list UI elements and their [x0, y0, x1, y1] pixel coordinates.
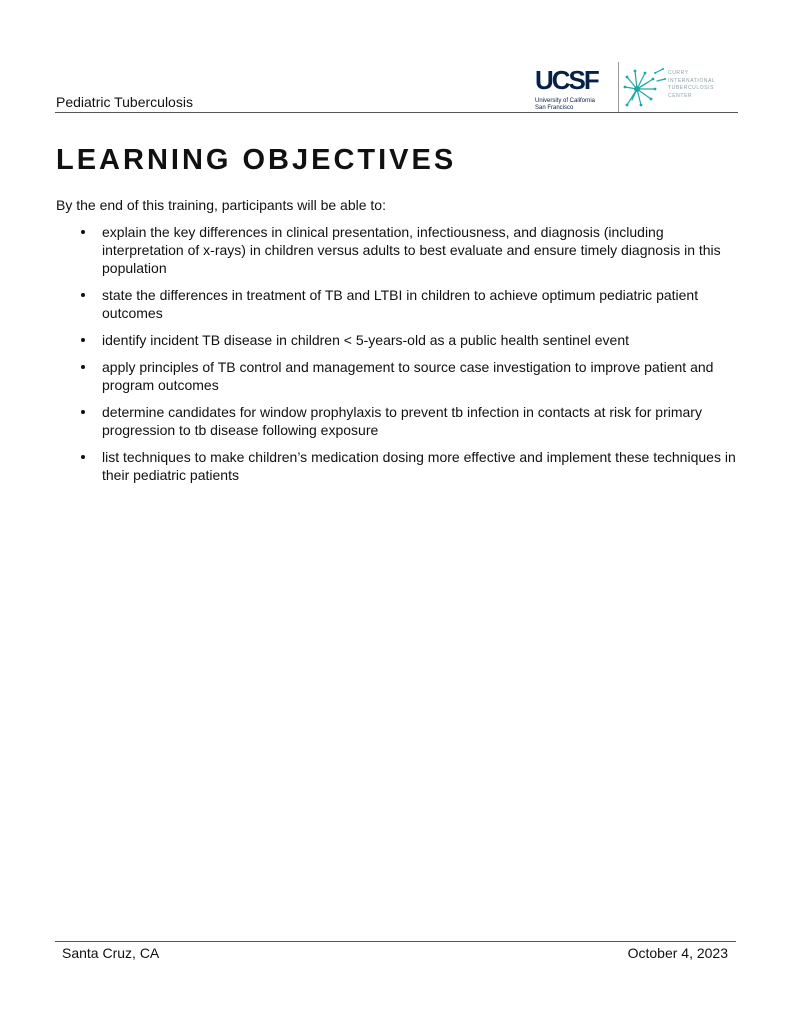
objectives-list [56, 223, 746, 493]
page-footer [55, 941, 736, 966]
curry-center-logo-text: CURRY INTERNATIONAL TUBERCULOSIS CENTER [668, 70, 716, 99]
header-rule [55, 112, 738, 113]
objective-item: state the differences in treatment of TB and LTBI in children to achieve optimum pediatric patient outcomes [56, 286, 746, 322]
ucsf-logo-subtitle [535, 98, 595, 111]
header-logos [535, 62, 720, 112]
intro-text: By the end of this training, participants will be able to: [56, 197, 386, 213]
objective-item: apply principles of TB control and management to source case investigation to improve patient and program outcomes [56, 358, 746, 394]
objective-item: determine candidates for window prophylaxis to prevent tb infection in contacts at risk for primary progression to tb disease following exposure [56, 403, 746, 439]
page-header [55, 60, 738, 113]
ucsf-logo-mark: UCSF [535, 65, 598, 95]
dandelion-icon [623, 65, 667, 109]
footer-date: October 4, 2023 [627, 945, 728, 961]
header-title: Pediatric Tuberculosis [56, 94, 193, 110]
footer-location: Santa Cruz, CA [62, 945, 160, 961]
objective-item: identify incident TB disease in children < 5-years-old as a public health sentinel event [56, 331, 746, 349]
ucsf-logo-subtitle-line1: University of California [535, 98, 596, 104]
objective-item: explain the key differences in clinical presentation, infectiousness, and diagnosis (including interpretation of x-rays) in children versus adults to best evaluate and ensure timely diagnosis in this population [56, 223, 746, 277]
page-heading: LEARNING OBJECTIVES [56, 144, 457, 176]
ucsf-logo [535, 67, 611, 111]
objective-item: list techniques to make children’s medication dosing more effective and implement these techniques in their pediatric patients [56, 448, 746, 484]
curry-center-logo [623, 65, 723, 111]
ucsf-logo-subtitle-line2: San Francisco [535, 104, 574, 111]
logo-divider [618, 62, 619, 112]
